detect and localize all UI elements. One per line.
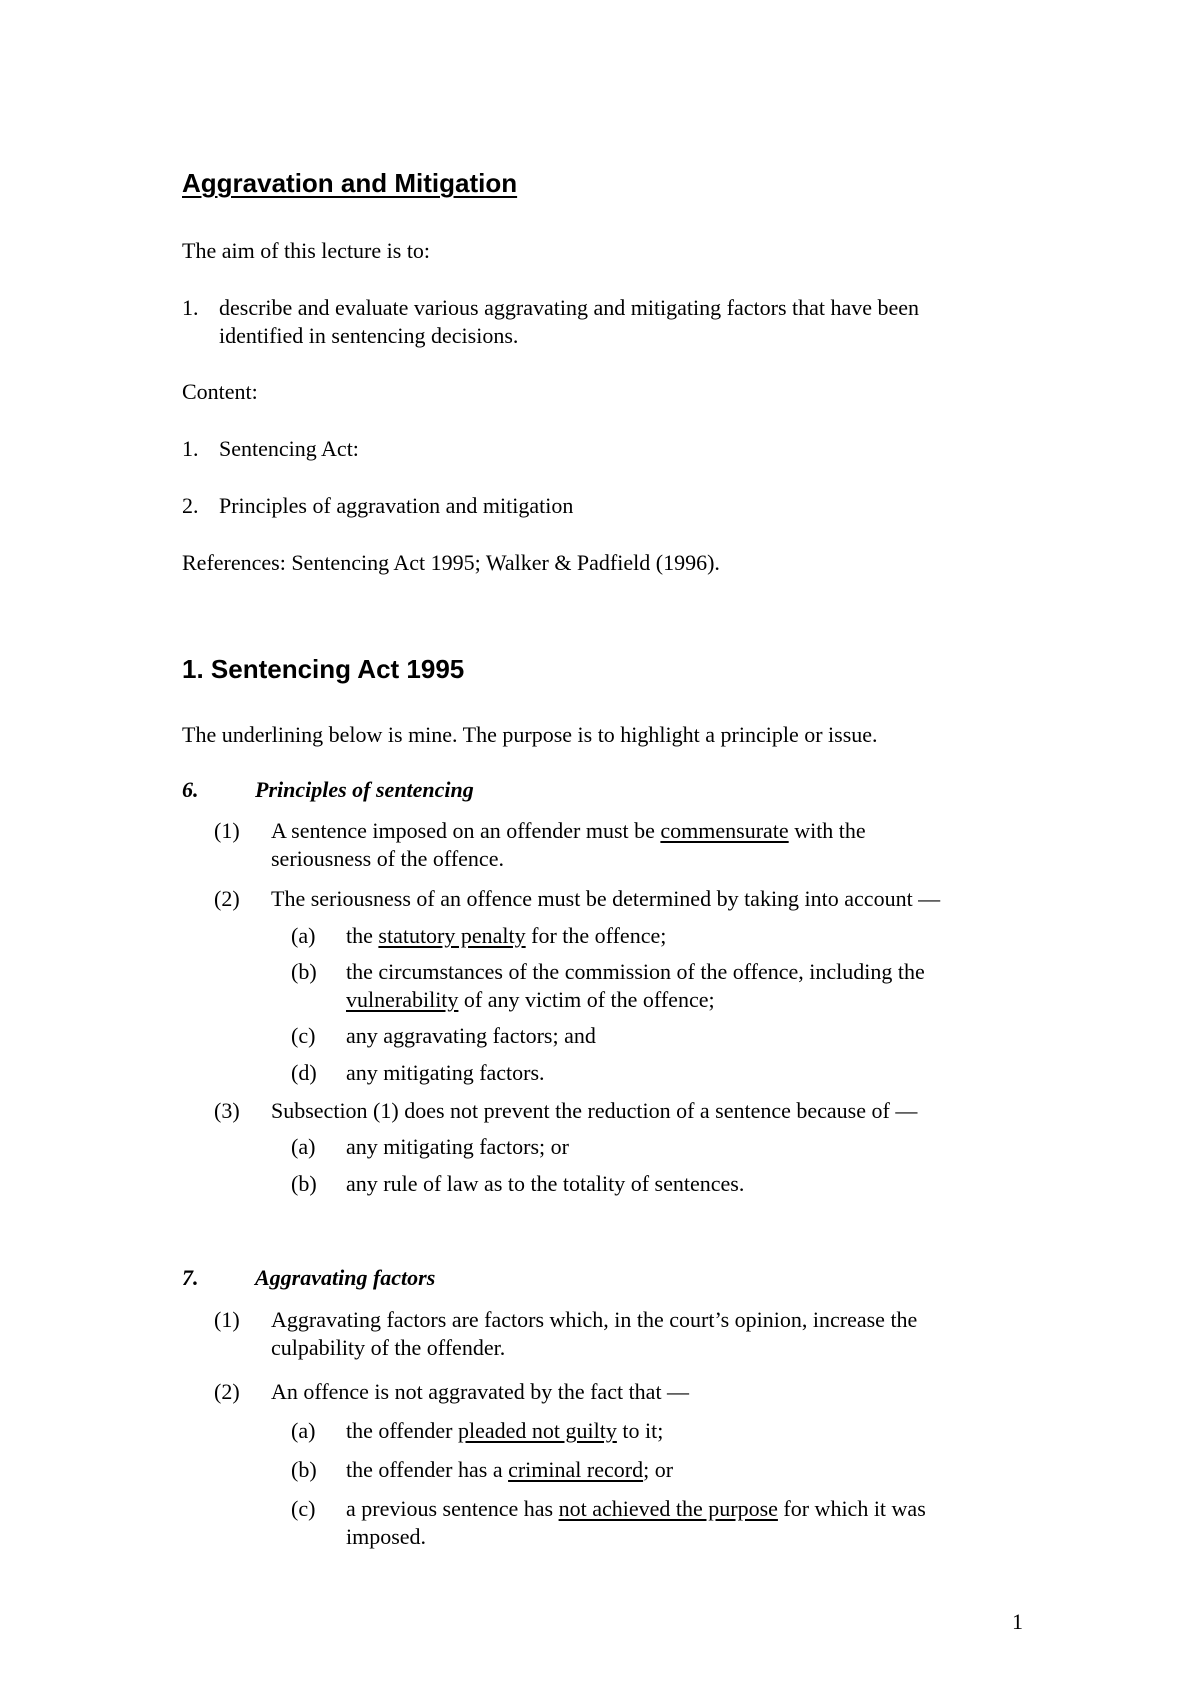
s7-2b-text: the offender has a criminal record; or [346,1457,674,1482]
content-item-2: Principles of aggravation and mitigation [219,493,574,518]
s6-2b-text-line-2: vulnerability of any victim of the offence; [346,987,715,1012]
aim-line-1: describe and evaluate various aggravating and mitigating factors that have been [219,295,920,320]
s7-2-label: (2) [214,1379,240,1404]
references: References: Sentencing Act 1995; Walker & Padfield (1996). [182,550,720,575]
s6-2d-label: (d) [291,1060,317,1085]
s6-3-label: (3) [214,1098,240,1123]
s6-3b-text: any rule of law as to the totality of sentences. [346,1171,745,1196]
page-title: Aggravation and Mitigation [182,168,518,198]
section-7-title: Aggravating factors [255,1265,436,1290]
s6-2-text: The seriousness of an offence must be determined by taking into account — [271,886,941,911]
aim-number: 1. [182,295,199,320]
s6-1-underline: commensurate [660,818,789,843]
s6-2a-label: (a) [291,923,316,948]
s7-2c-underline: not achieved the purpose [558,1496,778,1521]
page-number: 1 [1012,1609,1023,1634]
section-heading: 1. Sentencing Act 1995 [182,654,465,684]
s6-2b-underline: vulnerability [346,987,459,1012]
s6-1-text: A sentence imposed on an offender must be commensurate with the [271,818,866,843]
s7-1-text-line-2: culpability of the offender. [271,1335,506,1360]
s6-1-label: (1) [214,818,240,843]
content-number-2: 2. [182,493,199,518]
s7-1-label: (1) [214,1307,240,1332]
s6-1-text-line-2: seriousness of the offence. [271,846,504,871]
s6-3a-label: (a) [291,1134,316,1159]
aim-line-2: identified in sentencing decisions. [219,323,519,348]
s6-2a-text: the statutory penalty for the offence; [346,923,667,948]
s6-3-text: Subsection (1) does not prevent the reduction of a sentence because of — [271,1098,918,1123]
s7-2c-text-line-2: imposed. [346,1524,427,1549]
section-7-number: 7. [182,1265,199,1290]
s7-2a-label: (a) [291,1418,316,1443]
s6-2c-label: (c) [291,1023,316,1048]
s6-2a-underline: statutory penalty [378,923,526,948]
s7-2c-text: a previous sentence has not achieved the purpose for which it was [346,1496,926,1521]
content-item-1: Sentencing Act: [219,436,359,461]
s6-3a-text: any mitigating factors; or [346,1134,569,1159]
section-6-number: 6. [182,777,199,802]
s7-2b-underline: criminal record [508,1457,644,1482]
content-number-1: 1. [182,436,199,461]
content-label: Content: [182,379,258,404]
s7-2c-label: (c) [291,1496,316,1521]
s6-2b-label: (b) [291,959,317,984]
s7-2b-label: (b) [291,1457,317,1482]
s6-2c-text: any aggravating factors; and [346,1023,596,1048]
s6-2d-text: any mitigating factors. [346,1060,545,1085]
s6-2-label: (2) [214,886,240,911]
s6-2b-text-line-1: the circumstances of the commission of the offence, including the [346,959,925,984]
underlining-note: The underlining below is mine. The purpose is to highlight a principle or issue. [182,722,878,747]
section-6-title: Principles of sentencing [255,777,474,802]
s7-1-text-line-1: Aggravating factors are factors which, in the court’s opinion, increase the [271,1307,918,1332]
aim-intro: The aim of this lecture is to: [182,238,431,263]
s7-2a-text: the offender pleaded not guilty to it; [346,1418,664,1443]
s6-3b-label: (b) [291,1171,317,1196]
s7-2-text: An offence is not aggravated by the fact that — [271,1379,690,1404]
s7-2a-underline: pleaded not guilty [458,1418,617,1443]
